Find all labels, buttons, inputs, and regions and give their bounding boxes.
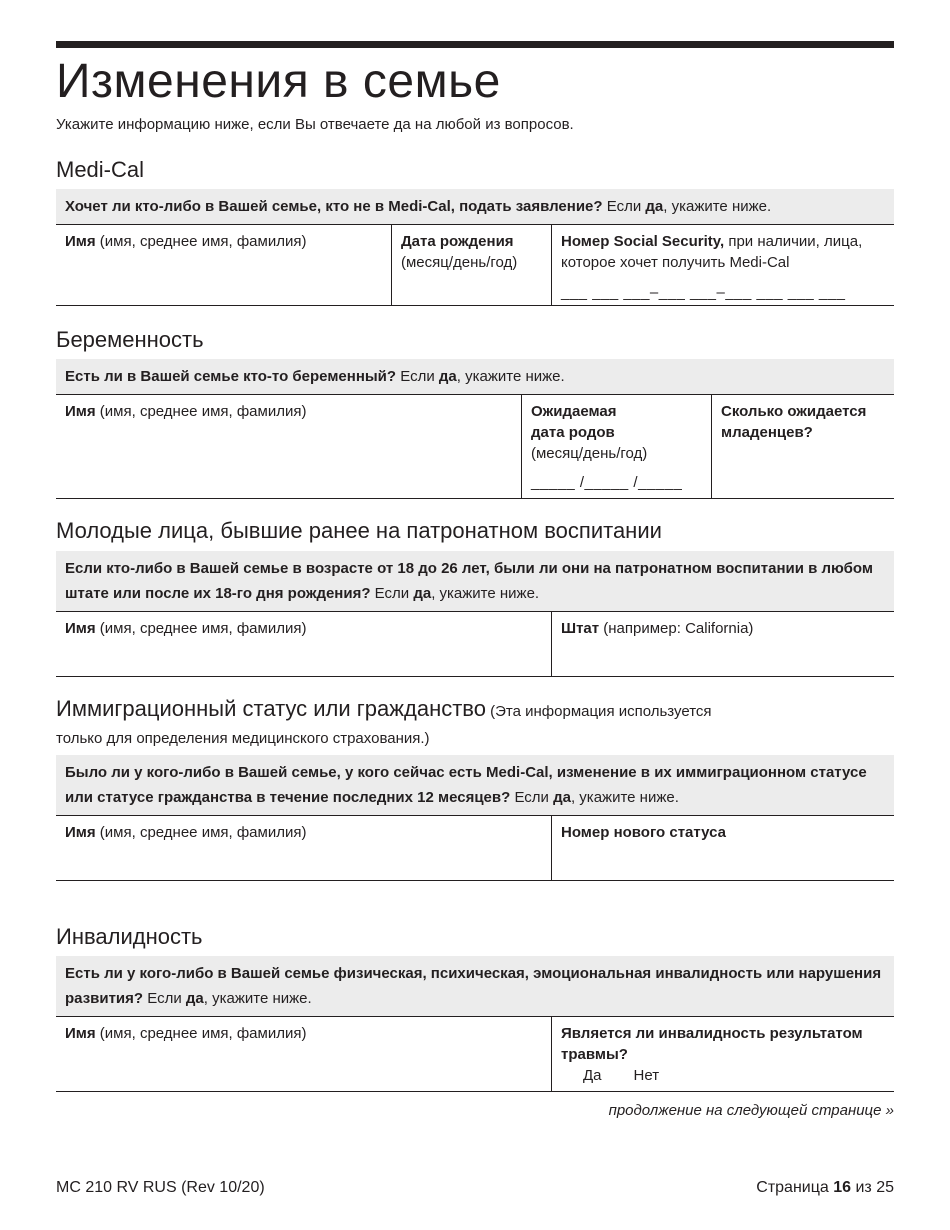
question-text: Если кто-либо в Вашей семье в возрасте от 18 до 26 лет, были ли они на патронатном воспитании в любом штате или после их 18-го дня рождения? [65, 560, 873, 602]
state-hint: (например: California) [599, 620, 754, 637]
due-label: Ожидаемая [531, 403, 617, 420]
question-box [56, 755, 894, 815]
form-id: MC 210 RV RUS (Rev 10/20) [56, 1179, 265, 1196]
section-heading: Молодые лица, бывшие ранее на патронатном воспитании [56, 518, 662, 543]
name-hint: (имя, среднее имя, фамилия) [95, 233, 307, 250]
yes-word: да [645, 198, 664, 215]
yes-option[interactable]: Да [583, 1067, 602, 1084]
name-label: Имя [65, 233, 96, 250]
question-box [56, 189, 894, 224]
section-disability [56, 923, 894, 1092]
question-text: Было ли у кого-либо в Вашей семье, у кого сейчас есть Medi-Cal, изменение в их иммиграционном статусе или статусе гражданства в течение последних 12 месяцев? [65, 764, 867, 806]
yes-word: да [553, 789, 571, 806]
name-field[interactable] [56, 225, 391, 305]
name-label: Имя [65, 620, 96, 637]
dob-label: Дата рождения [401, 233, 514, 250]
question-box [56, 359, 894, 394]
name-label: Имя [65, 403, 96, 420]
babies-field[interactable] [711, 395, 894, 498]
name-hint: (имя, среднее имя, фамилия) [95, 1025, 307, 1042]
section-heading: Инвалидность [56, 924, 203, 949]
no-option[interactable]: Нет [633, 1067, 660, 1084]
section-heading [56, 695, 894, 726]
if-yes-text: Если [602, 198, 646, 215]
ssn-hint: при наличии, лица, которое хочет получить Medi-Cal [561, 233, 863, 271]
ssn-blank: ___ ___ ___–___ ___–___ ___ ___ ___ [561, 284, 846, 301]
due-format: (месяц/день/год) [531, 445, 648, 462]
if-yes-suffix: , укажите ниже. [663, 198, 772, 215]
yes-word: да [413, 585, 432, 602]
question-text: Хочет ли кто-либо в Вашей семье, кто не в Medi-Cal, подать заявление? [65, 198, 603, 215]
name-hint: (имя, среднее имя, фамилия) [95, 824, 307, 841]
section-pregnancy [56, 326, 894, 499]
dob-format: (месяц/день/год) [401, 254, 518, 271]
foster-row [56, 611, 894, 677]
if-yes-suffix: , укажите ниже. [431, 585, 540, 602]
section-foster-youth [56, 517, 894, 677]
page-num: 16 [833, 1179, 852, 1196]
section-medi-cal [56, 156, 894, 306]
page-number [756, 1179, 894, 1197]
immigration-row [56, 815, 894, 881]
heading-text: Иммиграционный статус или гражданство [56, 696, 486, 721]
injury-label: Является ли инвалидность результатом травмы? [561, 1025, 863, 1063]
top-rule [56, 41, 894, 48]
ssn-field[interactable] [551, 225, 894, 305]
section-immigration [56, 695, 894, 881]
name-label: Имя [65, 824, 96, 841]
name-field[interactable] [56, 612, 551, 676]
injury-field [551, 1017, 894, 1091]
name-hint: (имя, среднее имя, фамилия) [95, 403, 307, 420]
name-field[interactable] [56, 395, 521, 498]
if-yes-suffix: , укажите ниже. [456, 368, 565, 385]
page-post: из 25 [851, 1179, 894, 1196]
status-label: Номер нового статуса [561, 824, 726, 841]
pregnancy-row [56, 394, 894, 499]
name-field[interactable] [56, 816, 551, 880]
question-text: Есть ли у кого-либо в Вашей семье физическая, психическая, эмоциональная инвалидность или нарушения развития? [65, 965, 882, 1007]
continued-note: продолжение на следующей странице » [608, 1102, 894, 1119]
section-heading: Medi-Cal [56, 157, 145, 182]
question-box [56, 956, 894, 1016]
name-label: Имя [65, 1025, 96, 1042]
yes-word: да [438, 368, 457, 385]
applicant-row [56, 224, 894, 306]
yes-word: да [185, 990, 204, 1007]
ssn-label: Номер Social Security, [561, 233, 725, 250]
state-field[interactable] [551, 612, 894, 676]
page-title: Изменения в семье [56, 55, 501, 108]
heading-note-2: только для определения медицинского страхования.) [56, 730, 430, 747]
if-yes-text: Если [143, 990, 186, 1007]
section-heading: Беременность [56, 327, 204, 352]
page-pre: Страница [756, 1179, 834, 1196]
heading-note: (Эта информация используется [485, 703, 712, 720]
intro-text: Укажите информацию ниже, если Вы отвечаете да на любой из вопросов. [56, 116, 574, 133]
if-yes-text: Если [396, 368, 439, 385]
if-yes-suffix: , укажите ниже. [570, 789, 679, 806]
due-date-field[interactable] [521, 395, 711, 498]
name-hint: (имя, среднее имя, фамилия) [95, 620, 307, 637]
question-text: Есть ли в Вашей семье кто-то беременный? [65, 368, 397, 385]
state-label: Штат [561, 620, 600, 637]
name-field[interactable] [56, 1017, 551, 1091]
question-box [56, 551, 894, 611]
dob-field[interactable] [391, 225, 551, 305]
status-number-field[interactable] [551, 816, 894, 880]
babies-label: Сколько ожидается младенцев? [721, 403, 867, 441]
if-yes-text: Если [510, 789, 554, 806]
disability-row [56, 1016, 894, 1092]
yes-no-options [561, 1065, 885, 1086]
if-yes-text: Если [370, 585, 414, 602]
if-yes-suffix: , укажите ниже. [203, 990, 312, 1007]
due-blank: _____ /_____ /_____ [531, 474, 683, 491]
due-label-2: дата родов [531, 424, 615, 441]
